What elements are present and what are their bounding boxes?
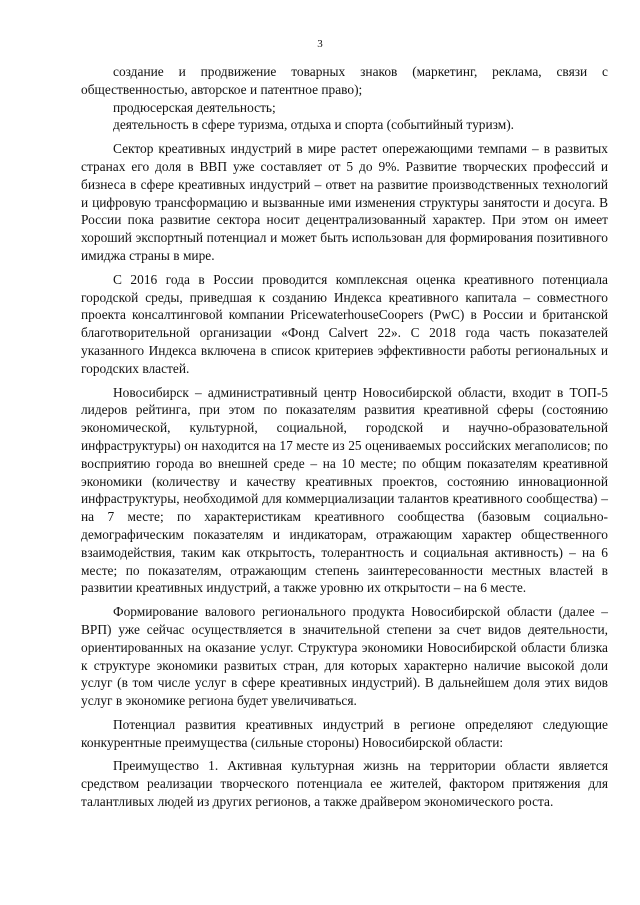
paragraph-grp: Формирование валового регионального продукта Новосибирской области (далее – ВРП) уже сейчас осуществляется в значительной степени за счет видов деятельности, ориентированных на оказание услуг. Структура экономики Новосибирской области близка к структуре экономики развитых стран, для которых характерно наличие высокой доли услуг (в том числе услуг в сфере креативных индустрий). В дальнейшем доля этих видов услуг в экономике региона будет увеличиваться. xyxy=(81,604,608,709)
paragraph-trademarks: создание и продвижение товарных знаков (маркетинг, реклама, связи с общественностью, авторское и патентное право); xyxy=(81,64,608,97)
paragraph-tourism: деятельность в сфере туризма, отдыха и спорта (событийный туризм). xyxy=(113,117,515,133)
paragraph-producer: продюсерская деятельность; xyxy=(113,99,276,115)
page-number: 3 xyxy=(317,38,323,50)
paragraph-sector-growth: Сектор креативных индустрий в мире растет опережающими темпами – в развитых странах его доля в ВВП уже составляет от 5 до 9%. Развитие творческих профессий и бизнеса в сфере креативных индустрий – ответ на развитие производственных технологий и цифровую трансформацию и вызванные ими изменения структуры занятости и досуга. В России пока развитие сектора носит децентрализованный характер. При этом он имеет хороший экспортный потенциал и может быть использован для формирования позитивного имиджа страны в мире. xyxy=(81,141,608,263)
document-body xyxy=(81,63,608,811)
paragraph-creative-index: С 2016 года в России проводится комплексная оценка креативного потенциала городской среды, приведшая к созданию Индекса креативного капитала – совместного проекта консалтинговой компании PricewaterhouseCoopers (PwC) в России и британской благотворительной организации «Фонд Calvert 22». С 2018 года часть показателей указанного Индекса включена в список критериев эффективности работы региональных и городских властей. xyxy=(81,271,608,376)
paragraph-advantage-1: Преимущество 1. Активная культурная жизнь на территории области является средством реализации творческого потенциала ее жителей, фактором притяжения для талантливых людей из других регионов, а также драйвером экономического роста. xyxy=(81,758,608,810)
paragraph-novosibirsk-rating: Новосибирск – административный центр Новосибирской области, входит в ТОП-5 лидеров рейтинга, при этом по показателям развития креативной сферы (состоянию экономической, культурной, социальной, городской и научно-образовательной инфраструктуры) он находится на 17 месте из 25 оцениваемых российских мегаполисов; по восприятию города во внешней среде – на 10 месте; по общим показателям креативной экономики (количеству и качеству креативных проектов, состоянию инновационной инфраструктуры, необходимой для коммерциализации талантов креативного сообщества) – на 7 месте; по характеристикам креативного сообщества (базовым социально-демографическим показателям и индикаторам, отражающим характер общественного взаимодействия, таким как открытость, толерантность и социальная активность) – на 6 месте; по показателям, отражающим степень заинтересованности местных властей в развитии креативных индустрий, а также уровню их открытости – на 6 месте. xyxy=(81,384,608,596)
paragraph-potential: Потенциал развития креативных индустрий в регионе определяют следующие конкурентные преимущества (сильные стороны) Новосибирской области: xyxy=(81,716,608,750)
